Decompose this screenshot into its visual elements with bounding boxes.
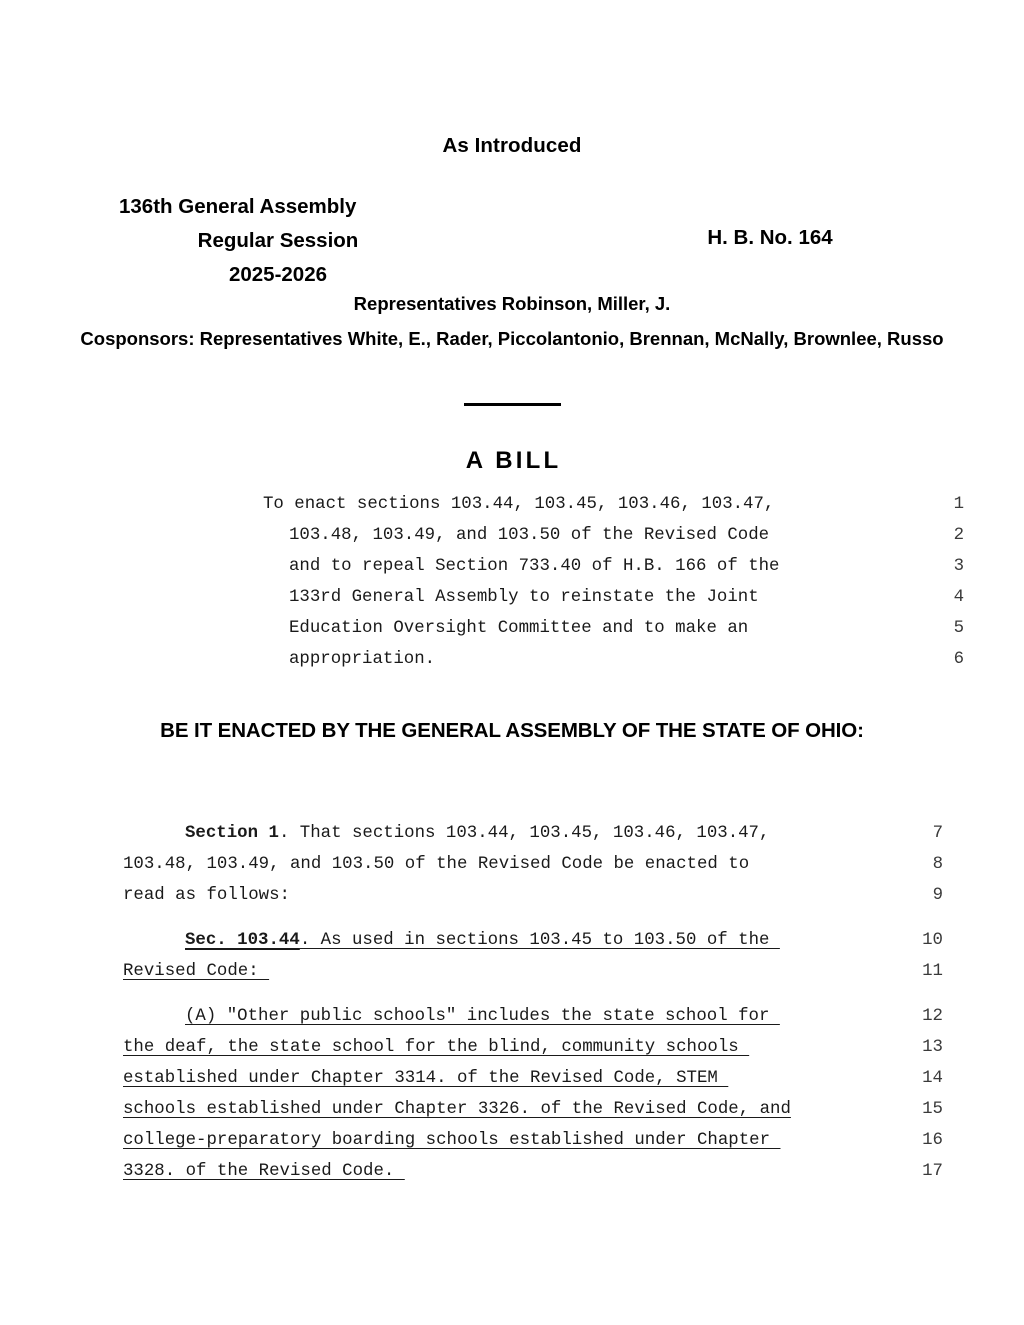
bill-text-line bbox=[263, 613, 964, 644]
title-separator-wrap bbox=[0, 403, 1024, 406]
line-number: 3 bbox=[953, 557, 964, 576]
line-text: the deaf, the state school for the blind, community schools bbox=[123, 1038, 750, 1057]
line-number: 12 bbox=[922, 1007, 943, 1026]
line-number: 2 bbox=[953, 526, 964, 545]
document-status: As Introduced bbox=[442, 134, 582, 157]
bill-text-line bbox=[263, 489, 964, 520]
bill-title: A BILL bbox=[465, 447, 562, 474]
session-label: Regular Session bbox=[197, 229, 359, 252]
line-text: read as follows: bbox=[123, 886, 290, 905]
bill-text-line bbox=[263, 551, 964, 582]
line-text: appropriation. bbox=[289, 650, 436, 669]
bill-text-line bbox=[123, 1063, 943, 1094]
bill-text-line bbox=[123, 1156, 943, 1187]
line-number: 6 bbox=[953, 650, 964, 669]
bill-text-line bbox=[123, 1094, 943, 1125]
general-assembly-label: 136th General Assembly bbox=[119, 195, 357, 218]
section-1-block bbox=[123, 818, 943, 911]
bill-text-line bbox=[123, 956, 943, 987]
enacting-clause: BE IT ENACTED BY THE GENERAL ASSEMBLY OF THE STATE OF OHIO: bbox=[160, 719, 864, 742]
line-text: Sec. 103.44. As used in sections 103.45 to 103.50 of the bbox=[185, 931, 780, 950]
bill-number: H. B. No. 164 bbox=[707, 226, 833, 249]
line-text: and to repeal Section 733.40 of H.B. 166 of the bbox=[289, 557, 780, 576]
line-text: Education Oversight Committee and to make an bbox=[289, 619, 749, 638]
line-text: Section 1. That sections 103.44, 103.45, 103.46, 103.47, bbox=[185, 824, 770, 843]
line-text: (A) "Other public schools" includes the state school for bbox=[185, 1007, 780, 1026]
line-text: established under Chapter 3314. of the Revised Code, STEM bbox=[123, 1069, 729, 1088]
line-number: 15 bbox=[922, 1100, 943, 1119]
bill-text-line bbox=[263, 644, 964, 675]
bill-text-line bbox=[123, 925, 943, 956]
line-number: 11 bbox=[922, 962, 943, 981]
line-text: schools established under Chapter 3326. of the Revised Code, and bbox=[123, 1100, 791, 1119]
line-text: To enact sections 103.44, 103.45, 103.46, 103.47, bbox=[263, 495, 775, 514]
line-number: 9 bbox=[932, 886, 943, 905]
section-heading-label: Section 1 bbox=[185, 824, 279, 843]
cosponsors-line: Cosponsors: Representatives White, E., Rader, Piccolantonio, Brennan, McNally, Brownlee, Russo bbox=[80, 328, 944, 349]
assembly-block bbox=[113, 190, 443, 292]
line-number: 16 bbox=[922, 1131, 943, 1150]
line-text: Revised Code: bbox=[123, 962, 270, 981]
sponsors-line: Representatives Robinson, Miller, J. bbox=[353, 293, 671, 314]
paragraph-a-block bbox=[123, 1001, 943, 1187]
line-text: 133rd General Assembly to reinstate the Joint bbox=[289, 588, 759, 607]
line-number: 13 bbox=[922, 1038, 943, 1057]
line-number: 14 bbox=[922, 1069, 943, 1088]
line-text: 103.48, 103.49, and 103.50 of the Revised Code bbox=[289, 526, 770, 545]
line-number: 8 bbox=[932, 855, 943, 874]
bill-text-line bbox=[263, 582, 964, 613]
line-text: 3328. of the Revised Code. bbox=[123, 1162, 405, 1181]
bill-text-line bbox=[263, 520, 964, 551]
line-text: college-preparatory boarding schools established under Chapter bbox=[123, 1131, 781, 1150]
horizontal-rule bbox=[464, 403, 561, 406]
bill-text-line bbox=[123, 818, 943, 849]
bill-text-line bbox=[123, 1125, 943, 1156]
session-years-label: 2025-2026 bbox=[228, 263, 328, 286]
section-heading-label: Sec. 103.44 bbox=[185, 931, 300, 950]
purpose-clause-block bbox=[263, 489, 964, 675]
bill-text-line bbox=[123, 1001, 943, 1032]
line-number: 5 bbox=[953, 619, 964, 638]
line-number: 7 bbox=[932, 824, 943, 843]
line-number: 17 bbox=[922, 1162, 943, 1181]
bill-text-line bbox=[123, 849, 943, 880]
bill-text-line bbox=[123, 880, 943, 911]
line-number: 10 bbox=[922, 931, 943, 950]
bill-text-line bbox=[123, 1032, 943, 1063]
line-text: 103.48, 103.49, and 103.50 of the Revised Code be enacted to bbox=[123, 855, 750, 874]
line-number: 1 bbox=[953, 495, 964, 514]
sec-103-44-block bbox=[123, 925, 943, 987]
line-number: 4 bbox=[953, 588, 964, 607]
